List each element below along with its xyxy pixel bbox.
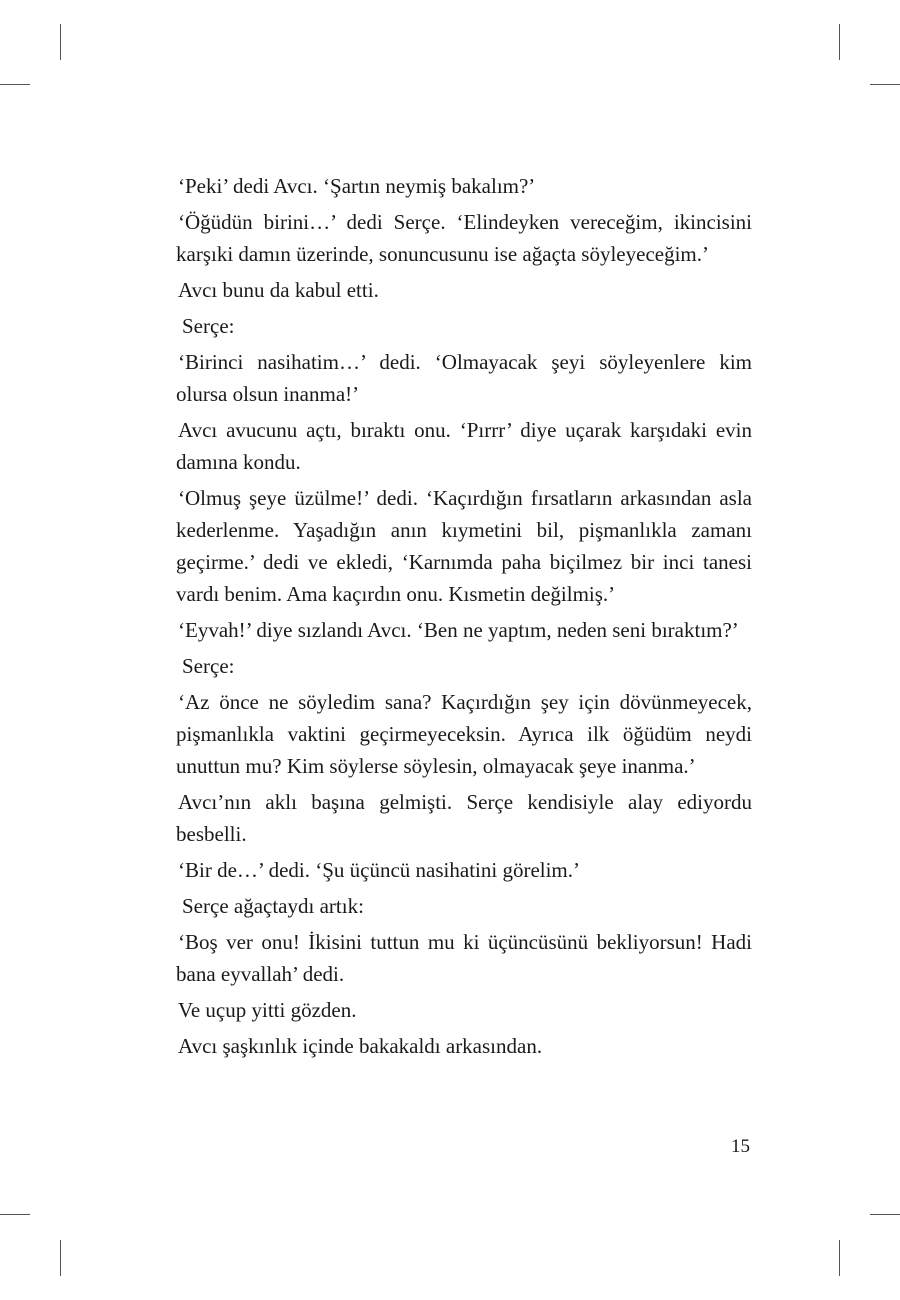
crop-mark-bottom-left-h [0, 1214, 30, 1215]
story-text [176, 170, 752, 1066]
paragraph: Avcı’nın aklı başına gelmişti. Serçe kendisiyle alay ediyordu besbelli. [176, 790, 752, 846]
paragraph: ‘Boş ver onu! İkisini tuttun mu ki üçüncüsünü bekliyorsun! Hadi bana eyvallah’ dedi. [176, 930, 752, 986]
paragraph: Serçe: [182, 314, 235, 338]
paragraph: Ve uçup yitti gözden. [178, 998, 357, 1022]
page-number: 15 [731, 1136, 750, 1157]
paragraph: Avcı bunu da kabul etti. [178, 278, 379, 302]
paragraph: Avcı avucunu açtı, bıraktı onu. ‘Pırrr’ diye uçarak karşıdaki evin damına kondu. [176, 418, 752, 474]
paragraph: Serçe: [182, 654, 235, 678]
crop-mark-top-right-h [870, 84, 900, 85]
paragraph: ‘Az önce ne söyledim sana? Kaçırdığın şey için dövünmeyecek, pişmanlıkla vaktini geçirmeyeceksin. Ayrıca ilk öğüdüm neydi unuttun mu? Kim söylerse söylesin, olmayacak şeye inanma.’ [176, 690, 752, 778]
crop-mark-top-right [839, 24, 840, 60]
crop-mark-bottom-right [839, 1240, 840, 1276]
crop-mark-top-left [60, 24, 61, 60]
paragraph: Serçe ağaçtaydı artık: [182, 894, 364, 918]
paragraph: ‘Peki’ dedi Avcı. ‘Şartın neymiş bakalım?’ [178, 174, 536, 198]
paragraph: ‘Olmuş şeye üzülme!’ dedi. ‘Kaçırdığın fırsatların arkasından asla kederlenme. Yaşadığın anın kıymetini bil, pişmanlıkla zamanı geçirme.’ dedi ve ekledi, ‘Karnımda paha biçilmez bir inci tanesi vardı benim. Ama kaçırdın onu. Kısmetin değilmiş.’ [176, 486, 752, 606]
crop-mark-bottom-right-h [870, 1214, 900, 1215]
crop-mark-top-left-h [0, 84, 30, 85]
paragraph: ‘Bir de…’ dedi. ‘Şu üçüncü nasihatini görelim.’ [178, 858, 581, 882]
paragraph: ‘Birinci nasihatim…’ dedi. ‘Olmayacak şeyi söyleyenlere kim olursa olsun inanma!’ [176, 350, 752, 406]
paragraph: ‘Eyvah!’ diye sızlandı Avcı. ‘Ben ne yaptım, neden seni bıraktım?’ [178, 618, 739, 642]
paragraph: ‘Öğüdün birini…’ dedi Serçe. ‘Elindeyken vereceğim, ikincisini karşıki damın üzerinde, sonuncusunu ise ağaçta söyleyeceğim.’ [176, 210, 752, 266]
crop-mark-bottom-left [60, 1240, 61, 1276]
paragraph: Avcı şaşkınlık içinde bakakaldı arkasından. [178, 1034, 543, 1058]
